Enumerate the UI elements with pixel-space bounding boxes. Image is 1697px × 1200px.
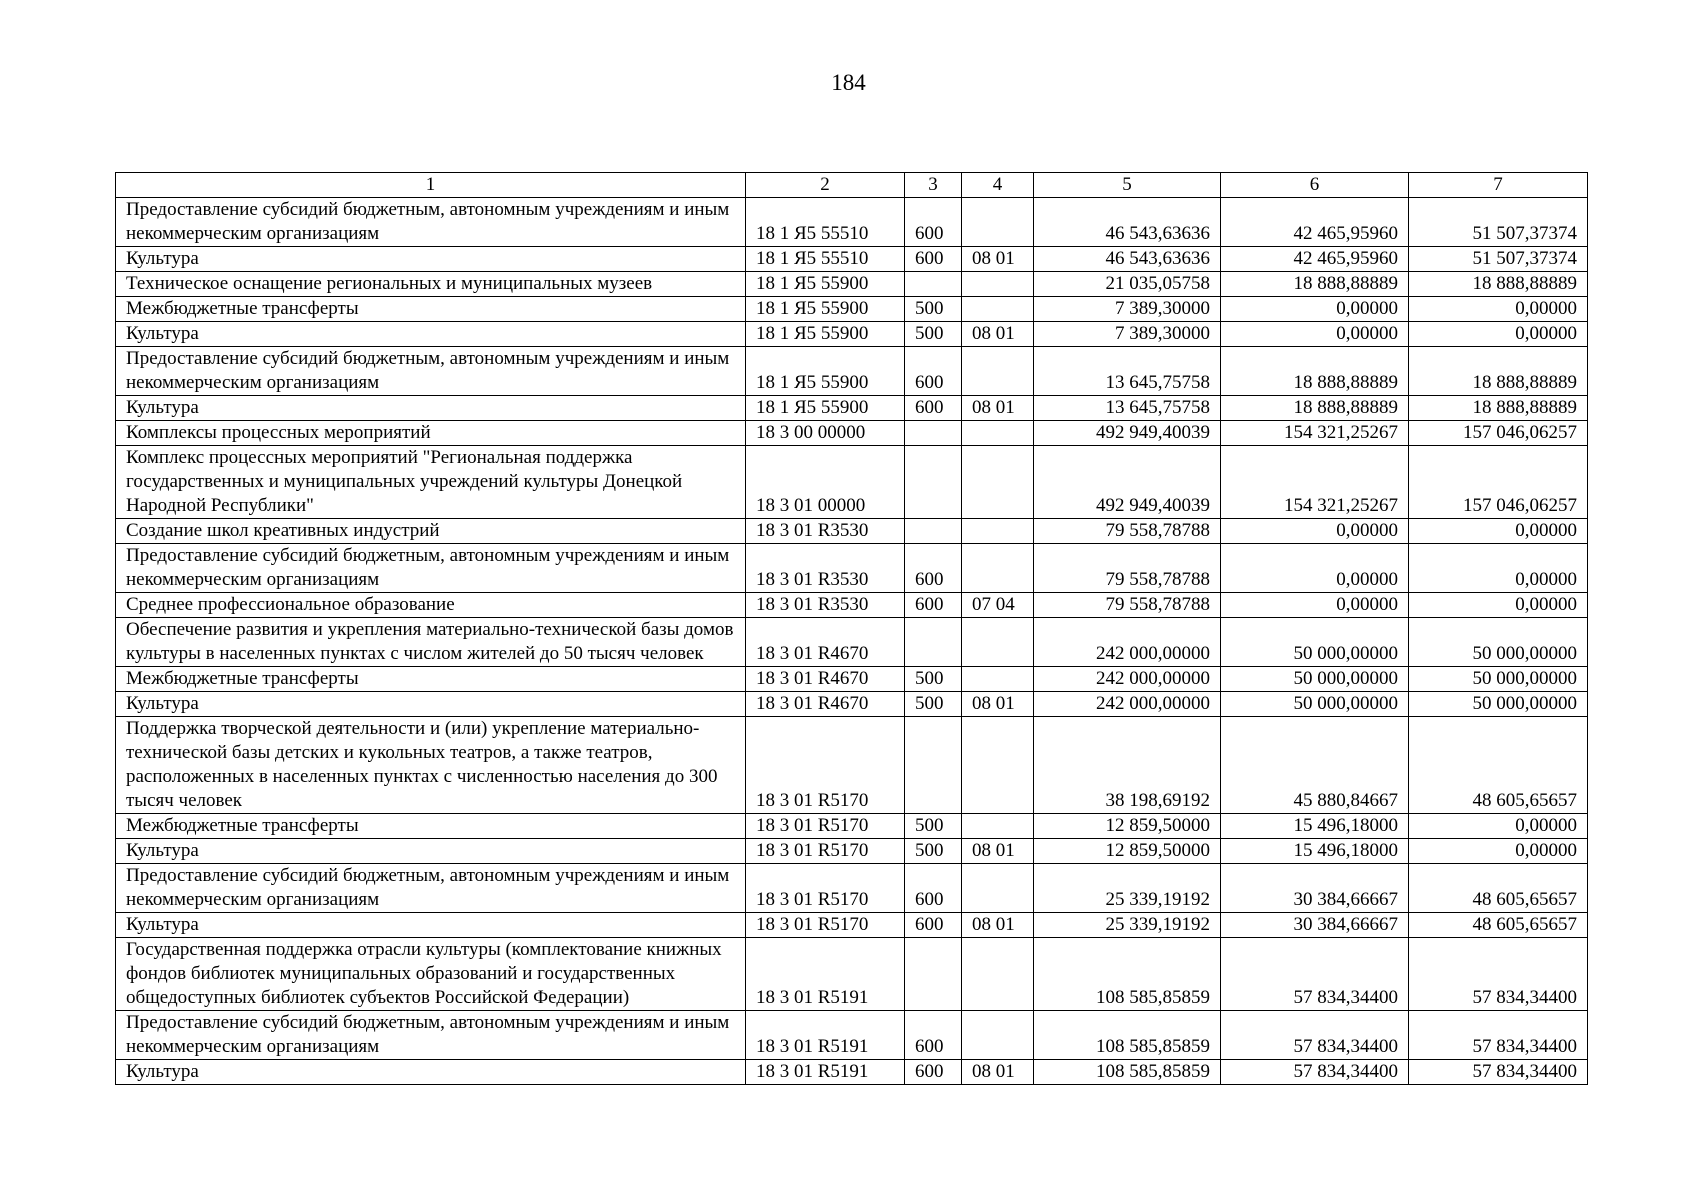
- row-code-cell: 18 3 01 R4670: [746, 618, 905, 667]
- row-amount-col5-cell: 79 558,78788: [1034, 519, 1221, 544]
- row-amount-col5-cell: 108 585,85859: [1034, 938, 1221, 1011]
- row-amount-col7-cell: 0,00000: [1409, 297, 1588, 322]
- row-name-cell: Предоставление субсидий бюджетным, автономным учреждениям и иным некоммерческим организациям: [116, 1011, 746, 1060]
- row-code-cell: 18 3 01 R3530: [746, 593, 905, 618]
- row-section-cell: [962, 864, 1034, 913]
- row-amount-col5-cell: 13 645,75758: [1034, 396, 1221, 421]
- row-expense-type-cell: [905, 618, 962, 667]
- row-amount-col5-cell: 13 645,75758: [1034, 347, 1221, 396]
- row-name-cell: Культура: [116, 396, 746, 421]
- row-code-cell: 18 1 Я5 55900: [746, 347, 905, 396]
- row-section-cell: 08 01: [962, 1060, 1034, 1085]
- row-section-cell: 08 01: [962, 247, 1034, 272]
- row-amount-col7-cell: 48 605,65657: [1409, 913, 1588, 938]
- row-amount-col5-cell: 108 585,85859: [1034, 1011, 1221, 1060]
- header-cell: 5: [1034, 173, 1221, 198]
- row-expense-type-cell: [905, 421, 962, 446]
- header-cell: 7: [1409, 173, 1588, 198]
- table-row: [116, 446, 1588, 519]
- table-row: [116, 297, 1588, 322]
- row-amount-col6-cell: 154 321,25267: [1221, 421, 1409, 446]
- table-row: [116, 864, 1588, 913]
- row-amount-col7-cell: 0,00000: [1409, 839, 1588, 864]
- row-code-cell: 18 3 00 00000: [746, 421, 905, 446]
- table-body: [116, 198, 1588, 1085]
- row-name-cell: Предоставление субсидий бюджетным, автономным учреждениям и иным некоммерческим организациям: [116, 544, 746, 593]
- row-amount-col5-cell: 242 000,00000: [1034, 667, 1221, 692]
- row-amount-col6-cell: 30 384,66667: [1221, 913, 1409, 938]
- row-expense-type-cell: 600: [905, 198, 962, 247]
- row-code-cell: 18 3 01 R4670: [746, 667, 905, 692]
- row-amount-col6-cell: 0,00000: [1221, 593, 1409, 618]
- table-row: [116, 667, 1588, 692]
- row-section-cell: [962, 297, 1034, 322]
- row-amount-col7-cell: 157 046,06257: [1409, 421, 1588, 446]
- row-code-cell: 18 3 01 R3530: [746, 544, 905, 593]
- row-expense-type-cell: [905, 938, 962, 1011]
- row-name-cell: Межбюджетные трансферты: [116, 297, 746, 322]
- row-expense-type-cell: 600: [905, 593, 962, 618]
- row-section-cell: [962, 814, 1034, 839]
- row-section-cell: 08 01: [962, 322, 1034, 347]
- row-amount-col6-cell: 42 465,95960: [1221, 247, 1409, 272]
- row-name-cell: Обеспечение развития и укрепления материально-технической базы домов культуры в населенных пунктах с числом жителей до 50 тысяч человек: [116, 618, 746, 667]
- row-code-cell: 18 3 01 R5170: [746, 913, 905, 938]
- row-section-cell: 08 01: [962, 692, 1034, 717]
- row-amount-col5-cell: 492 949,40039: [1034, 446, 1221, 519]
- row-section-cell: 08 01: [962, 913, 1034, 938]
- row-amount-col6-cell: 0,00000: [1221, 544, 1409, 593]
- row-code-cell: 18 1 Я5 55510: [746, 247, 905, 272]
- table-row: [116, 692, 1588, 717]
- table-row: [116, 1011, 1588, 1060]
- row-section-cell: [962, 1011, 1034, 1060]
- row-expense-type-cell: [905, 272, 962, 297]
- table-row: [116, 347, 1588, 396]
- header-cell: 1: [116, 173, 746, 198]
- row-amount-col6-cell: 18 888,88889: [1221, 396, 1409, 421]
- row-code-cell: 18 3 01 R5191: [746, 1011, 905, 1060]
- row-amount-col6-cell: 18 888,88889: [1221, 272, 1409, 297]
- row-name-cell: Комплексы процессных мероприятий: [116, 421, 746, 446]
- row-amount-col7-cell: 50 000,00000: [1409, 667, 1588, 692]
- row-name-cell: Культура: [116, 247, 746, 272]
- row-section-cell: [962, 446, 1034, 519]
- row-amount-col5-cell: 242 000,00000: [1034, 692, 1221, 717]
- row-amount-col6-cell: 57 834,34400: [1221, 1011, 1409, 1060]
- row-section-cell: [962, 272, 1034, 297]
- row-section-cell: 08 01: [962, 839, 1034, 864]
- row-code-cell: 18 3 01 00000: [746, 446, 905, 519]
- row-expense-type-cell: 600: [905, 247, 962, 272]
- row-code-cell: 18 1 Я5 55900: [746, 272, 905, 297]
- row-code-cell: 18 3 01 R3530: [746, 519, 905, 544]
- row-code-cell: 18 1 Я5 55900: [746, 297, 905, 322]
- row-amount-col5-cell: 79 558,78788: [1034, 593, 1221, 618]
- row-name-cell: Создание школ креативных индустрий: [116, 519, 746, 544]
- table-row: [116, 938, 1588, 1011]
- row-amount-col6-cell: 50 000,00000: [1221, 667, 1409, 692]
- row-amount-col6-cell: 0,00000: [1221, 519, 1409, 544]
- table-row: [116, 198, 1588, 247]
- table-row: [116, 593, 1588, 618]
- row-amount-col5-cell: 108 585,85859: [1034, 1060, 1221, 1085]
- row-name-cell: Техническое оснащение региональных и муниципальных музеев: [116, 272, 746, 297]
- row-name-cell: Межбюджетные трансферты: [116, 814, 746, 839]
- row-name-cell: Предоставление субсидий бюджетным, автономным учреждениям и иным некоммерческим организациям: [116, 198, 746, 247]
- row-amount-col5-cell: 21 035,05758: [1034, 272, 1221, 297]
- row-name-cell: Предоставление субсидий бюджетным, автономным учреждениям и иным некоммерческим организациям: [116, 347, 746, 396]
- row-expense-type-cell: [905, 519, 962, 544]
- row-amount-col5-cell: 12 859,50000: [1034, 839, 1221, 864]
- table-row: [116, 814, 1588, 839]
- row-amount-col7-cell: 18 888,88889: [1409, 272, 1588, 297]
- table-row: [116, 247, 1588, 272]
- table-row: [116, 396, 1588, 421]
- table-row: [116, 618, 1588, 667]
- budget-table: [115, 172, 1588, 1085]
- row-amount-col6-cell: 42 465,95960: [1221, 198, 1409, 247]
- row-name-cell: Предоставление субсидий бюджетным, автономным учреждениям и иным некоммерческим организациям: [116, 864, 746, 913]
- row-amount-col7-cell: 51 507,37374: [1409, 247, 1588, 272]
- row-section-cell: [962, 938, 1034, 1011]
- table-row: [116, 544, 1588, 593]
- table-row: [116, 421, 1588, 446]
- row-section-cell: [962, 421, 1034, 446]
- page-number: 184: [831, 70, 866, 95]
- row-expense-type-cell: [905, 717, 962, 814]
- row-code-cell: 18 3 01 R5170: [746, 717, 905, 814]
- row-amount-col7-cell: 18 888,88889: [1409, 347, 1588, 396]
- header-cell: 6: [1221, 173, 1409, 198]
- row-expense-type-cell: 600: [905, 864, 962, 913]
- row-amount-col5-cell: 79 558,78788: [1034, 544, 1221, 593]
- row-amount-col5-cell: 7 389,30000: [1034, 297, 1221, 322]
- table-row: [116, 1060, 1588, 1085]
- row-expense-type-cell: 500: [905, 692, 962, 717]
- row-name-cell: Культура: [116, 692, 746, 717]
- row-amount-col6-cell: 0,00000: [1221, 322, 1409, 347]
- row-amount-col6-cell: 57 834,34400: [1221, 938, 1409, 1011]
- row-amount-col5-cell: 46 543,63636: [1034, 198, 1221, 247]
- row-name-cell: Поддержка творческой деятельности и (или) укрепление материально-технической базы детских и кукольных театров, а также театров, расположенных в населенных пунктах с численностью населения до 300 тысяч человек: [116, 717, 746, 814]
- row-code-cell: 18 1 Я5 55900: [746, 396, 905, 421]
- table-row: [116, 272, 1588, 297]
- row-section-cell: [962, 667, 1034, 692]
- row-code-cell: 18 1 Я5 55510: [746, 198, 905, 247]
- row-code-cell: 18 3 01 R5170: [746, 814, 905, 839]
- row-expense-type-cell: 600: [905, 347, 962, 396]
- row-amount-col7-cell: 0,00000: [1409, 322, 1588, 347]
- row-amount-col5-cell: 12 859,50000: [1034, 814, 1221, 839]
- row-amount-col7-cell: 18 888,88889: [1409, 396, 1588, 421]
- header-cell: 4: [962, 173, 1034, 198]
- row-amount-col6-cell: 18 888,88889: [1221, 347, 1409, 396]
- row-section-cell: 08 01: [962, 396, 1034, 421]
- row-expense-type-cell: 600: [905, 544, 962, 593]
- row-name-cell: Комплекс процессных мероприятий "Региональная поддержка государственных и муниципальных учреждений культуры Донецкой Народной Республики": [116, 446, 746, 519]
- row-section-cell: [962, 198, 1034, 247]
- table-row: [116, 519, 1588, 544]
- row-amount-col5-cell: 242 000,00000: [1034, 618, 1221, 667]
- table-header-row: [116, 173, 1588, 198]
- row-amount-col7-cell: 0,00000: [1409, 814, 1588, 839]
- header-cell: 3: [905, 173, 962, 198]
- row-amount-col6-cell: 15 496,18000: [1221, 814, 1409, 839]
- row-expense-type-cell: 500: [905, 297, 962, 322]
- table-row: [116, 717, 1588, 814]
- row-name-cell: Культура: [116, 839, 746, 864]
- row-amount-col7-cell: 51 507,37374: [1409, 198, 1588, 247]
- header-cell: 2: [746, 173, 905, 198]
- row-name-cell: Среднее профессиональное образование: [116, 593, 746, 618]
- row-section-cell: [962, 519, 1034, 544]
- row-name-cell: Культура: [116, 1060, 746, 1085]
- table-row: [116, 913, 1588, 938]
- row-amount-col7-cell: 48 605,65657: [1409, 864, 1588, 913]
- row-amount-col7-cell: 0,00000: [1409, 519, 1588, 544]
- row-expense-type-cell: 600: [905, 913, 962, 938]
- row-expense-type-cell: 500: [905, 814, 962, 839]
- row-amount-col6-cell: 57 834,34400: [1221, 1060, 1409, 1085]
- row-amount-col7-cell: 0,00000: [1409, 593, 1588, 618]
- row-expense-type-cell: 600: [905, 1011, 962, 1060]
- row-section-cell: 07 04: [962, 593, 1034, 618]
- row-amount-col7-cell: 57 834,34400: [1409, 938, 1588, 1011]
- row-expense-type-cell: [905, 446, 962, 519]
- row-amount-col7-cell: 50 000,00000: [1409, 618, 1588, 667]
- row-expense-type-cell: 600: [905, 396, 962, 421]
- row-amount-col7-cell: 57 834,34400: [1409, 1011, 1588, 1060]
- row-expense-type-cell: 500: [905, 667, 962, 692]
- row-amount-col6-cell: 50 000,00000: [1221, 618, 1409, 667]
- row-amount-col5-cell: 7 389,30000: [1034, 322, 1221, 347]
- table-row: [116, 839, 1588, 864]
- row-amount-col7-cell: 50 000,00000: [1409, 692, 1588, 717]
- row-code-cell: 18 1 Я5 55900: [746, 322, 905, 347]
- row-amount-col5-cell: 25 339,19192: [1034, 913, 1221, 938]
- row-name-cell: Государственная поддержка отрасли культуры (комплектование книжных фондов библиотек муниципальных образований и государственных общедоступных библиотек субъектов Российской Федерации): [116, 938, 746, 1011]
- row-expense-type-cell: 600: [905, 1060, 962, 1085]
- row-expense-type-cell: 500: [905, 839, 962, 864]
- row-amount-col7-cell: 48 605,65657: [1409, 717, 1588, 814]
- row-section-cell: [962, 347, 1034, 396]
- row-amount-col7-cell: 57 834,34400: [1409, 1060, 1588, 1085]
- row-code-cell: 18 3 01 R4670: [746, 692, 905, 717]
- row-section-cell: [962, 717, 1034, 814]
- table-row: [116, 322, 1588, 347]
- row-amount-col6-cell: 154 321,25267: [1221, 446, 1409, 519]
- row-expense-type-cell: 500: [905, 322, 962, 347]
- row-section-cell: [962, 544, 1034, 593]
- row-code-cell: 18 3 01 R5170: [746, 839, 905, 864]
- row-amount-col6-cell: 0,00000: [1221, 297, 1409, 322]
- row-section-cell: [962, 618, 1034, 667]
- row-name-cell: Межбюджетные трансферты: [116, 667, 746, 692]
- row-amount-col5-cell: 25 339,19192: [1034, 864, 1221, 913]
- row-amount-col6-cell: 30 384,66667: [1221, 864, 1409, 913]
- row-code-cell: 18 3 01 R5191: [746, 938, 905, 1011]
- row-amount-col7-cell: 157 046,06257: [1409, 446, 1588, 519]
- row-amount-col7-cell: 0,00000: [1409, 544, 1588, 593]
- row-amount-col5-cell: 492 949,40039: [1034, 421, 1221, 446]
- row-amount-col6-cell: 15 496,18000: [1221, 839, 1409, 864]
- row-amount-col5-cell: 46 543,63636: [1034, 247, 1221, 272]
- row-code-cell: 18 3 01 R5170: [746, 864, 905, 913]
- row-name-cell: Культура: [116, 322, 746, 347]
- row-code-cell: 18 3 01 R5191: [746, 1060, 905, 1085]
- row-amount-col5-cell: 38 198,69192: [1034, 717, 1221, 814]
- row-name-cell: Культура: [116, 913, 746, 938]
- row-amount-col6-cell: 45 880,84667: [1221, 717, 1409, 814]
- row-amount-col6-cell: 50 000,00000: [1221, 692, 1409, 717]
